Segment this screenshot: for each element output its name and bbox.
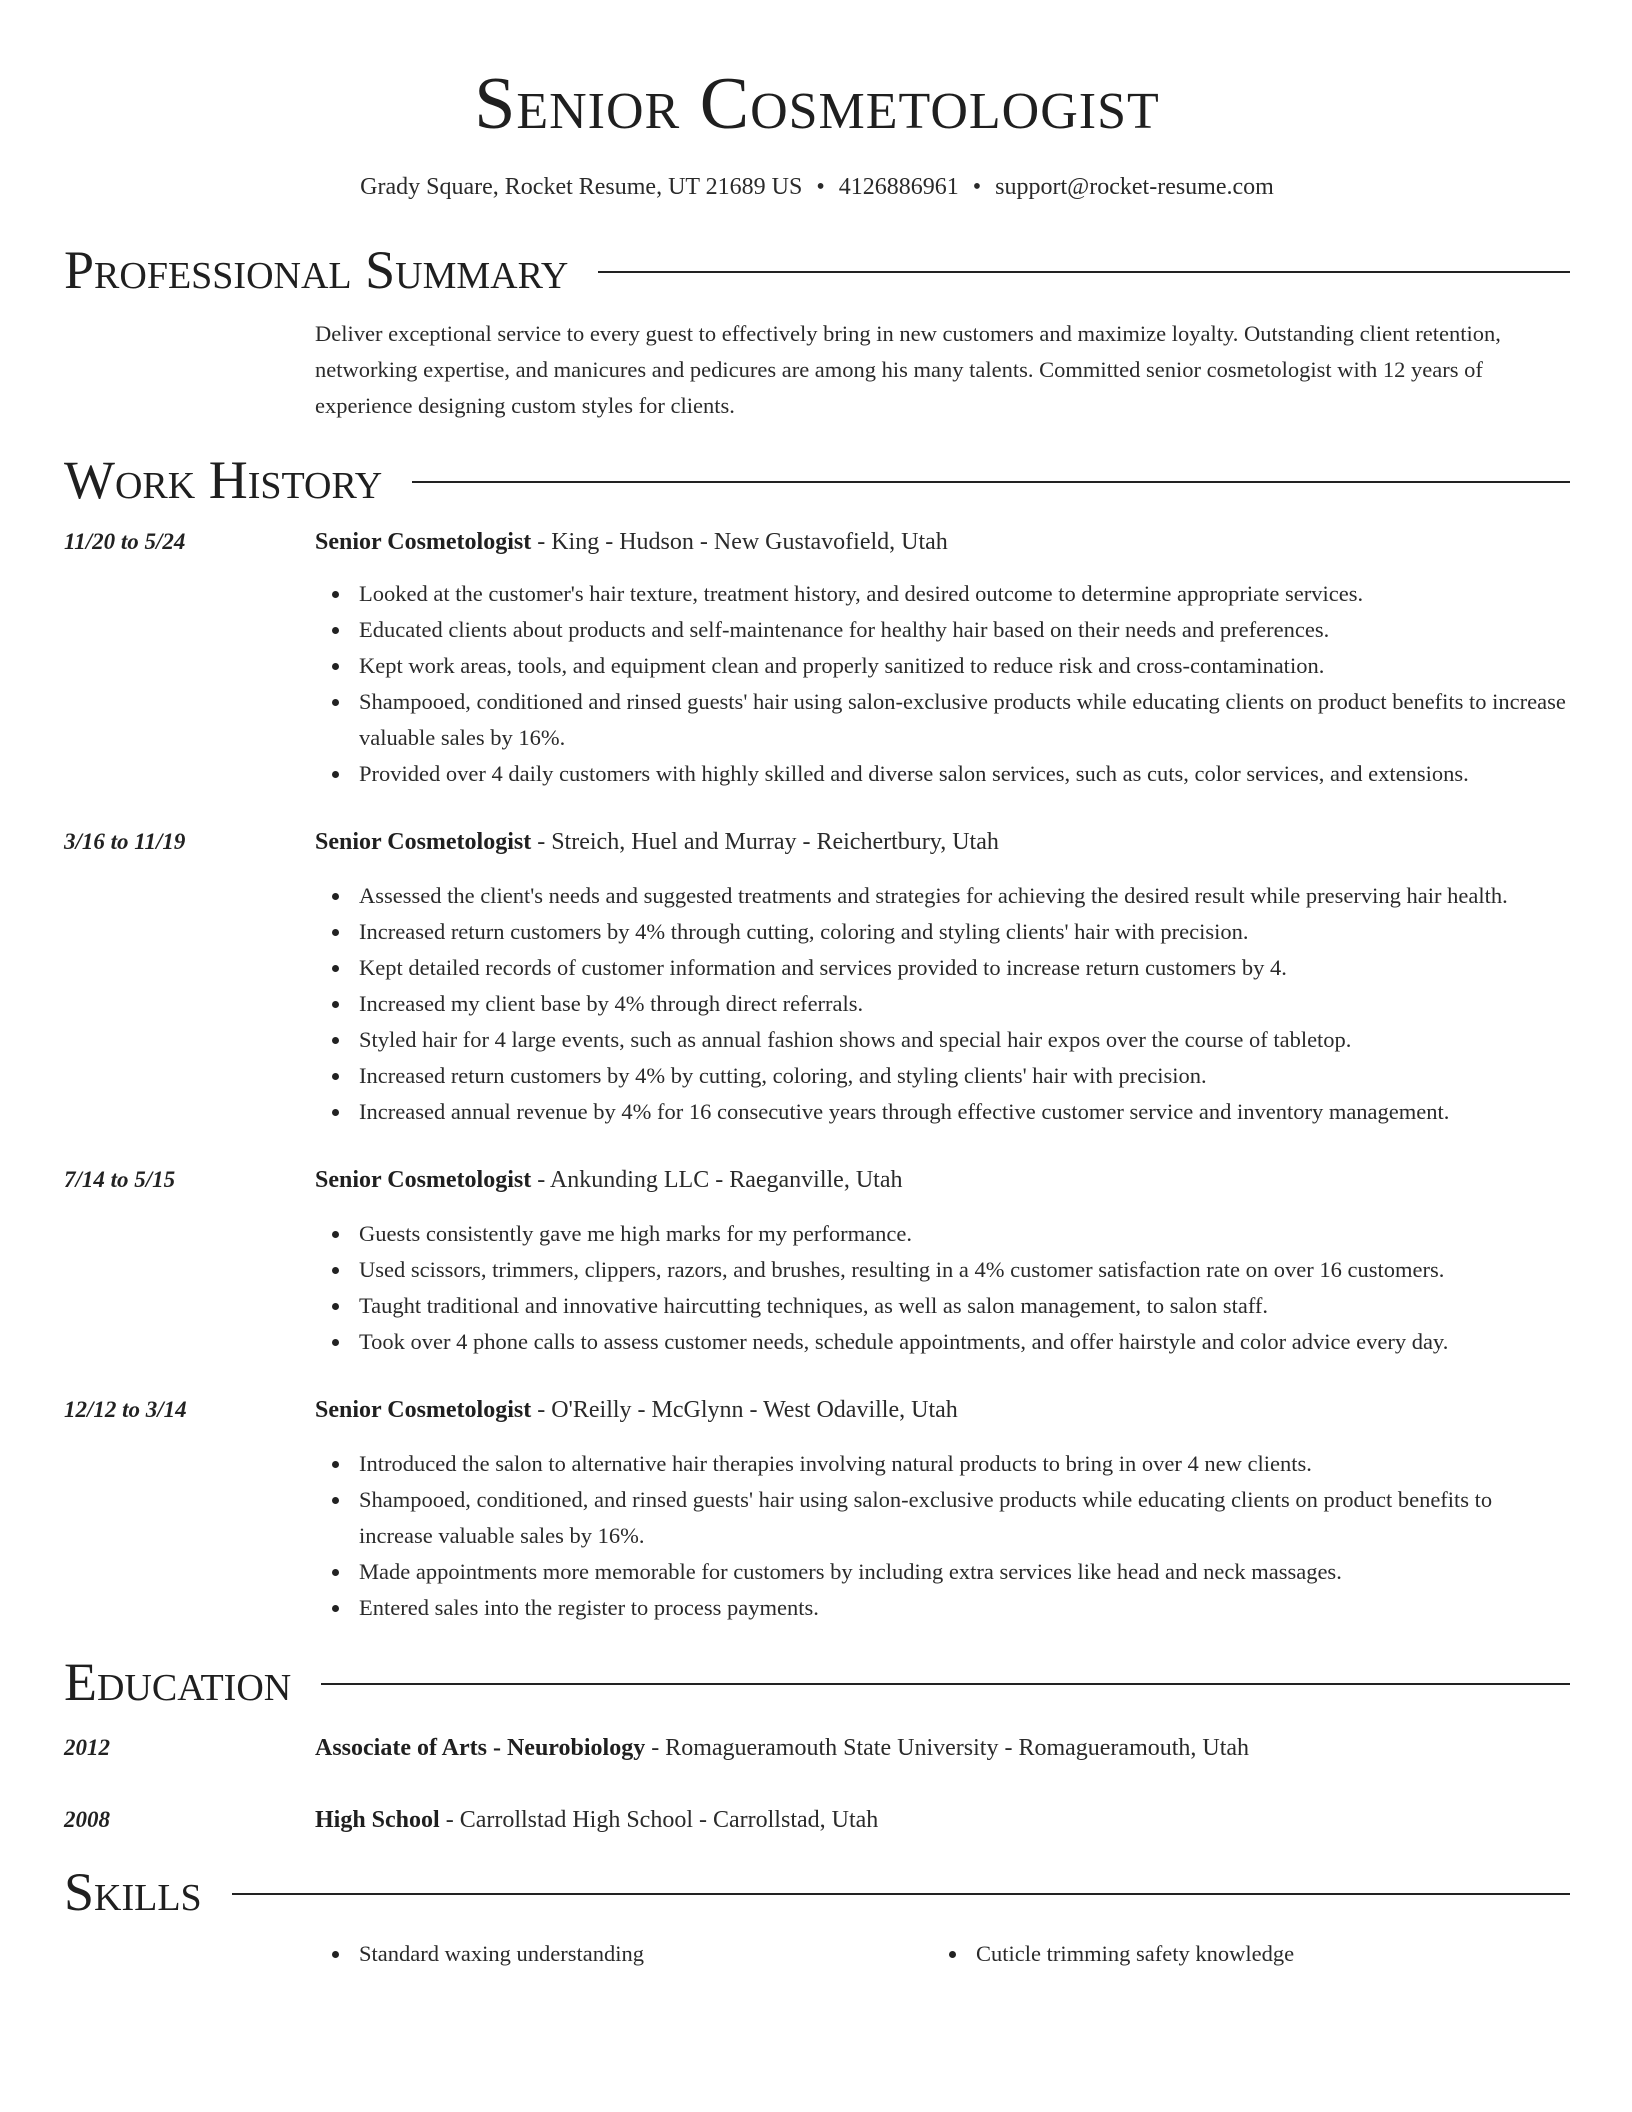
job-header <box>64 1162 1570 1198</box>
resume-title: Senior Cosmetologist <box>474 63 1160 145</box>
education-entry <box>64 1802 1570 1838</box>
job-employer: - King - Hudson - New Gustavofield, Utah <box>531 529 948 555</box>
skills-section-header <box>64 1862 1570 1922</box>
job-title: Senior Cosmetologist <box>315 829 532 855</box>
summary-text: Deliver exceptional service to every guest to effectively bring in new customers and maximize loyalty. Outstanding client retention, networking expertise, and manicures and pedicures are among his many talents. Committed senior cosmetologist with 12 years of experience designing custom styles for clients. <box>315 321 1501 418</box>
contact-separator: • <box>972 174 982 200</box>
contact-address: Grady Square, Rocket Resume, UT 21689 US <box>360 174 803 200</box>
job-dates: 12/12 to 3/14 <box>64 1397 187 1422</box>
summary-heading: Professional Summary <box>64 240 569 300</box>
list-item: Kept detailed records of customer information and services provided to increase return customers by 4. <box>315 950 1570 986</box>
job-title-line <box>315 824 999 860</box>
education-school: - Romagueramouth State University - Romagueramouth, Utah <box>645 1735 1250 1761</box>
list-item: Guests consistently gave me high marks for my performance. <box>315 1216 1570 1252</box>
section-divider <box>232 1893 1570 1895</box>
list-item: Introduced the salon to alternative hair therapies involving natural products to bring in over 4 new clients. <box>315 1446 1570 1482</box>
list-item: Increased return customers by 4% by cutting, coloring, and styling clients' hair with precision. <box>315 1058 1570 1094</box>
list-item: Taught traditional and innovative haircutting techniques, as well as salon management, to salon staff. <box>315 1288 1570 1324</box>
resume-page <box>64 0 1570 1972</box>
list-item: Entered sales into the register to process payments. <box>315 1590 1570 1626</box>
job-dates: 3/16 to 11/19 <box>64 829 186 854</box>
skill-item: Cuticle trimming safety knowledge <box>932 1936 1549 1972</box>
job-title-line <box>315 1392 958 1428</box>
contact-line <box>64 172 1570 202</box>
section-divider <box>321 1683 1570 1685</box>
list-item: Assessed the client's needs and suggested treatments and strategies for achieving the desired result while preserving hair health. <box>315 878 1570 914</box>
education-section-header <box>64 1652 1570 1712</box>
job-title: Senior Cosmetologist <box>315 1397 532 1423</box>
job-entry <box>64 824 1570 1130</box>
job-dates: 7/14 to 5/15 <box>64 1167 176 1192</box>
list-item: Increased my client base by 4% through direct referrals. <box>315 986 1570 1022</box>
work-heading: Work History <box>64 450 383 510</box>
education-heading: Education <box>64 1652 292 1712</box>
contact-phone: 4126886961 <box>838 174 959 200</box>
job-employer: - Streich, Huel and Murray - Reichertbury, Utah <box>531 829 999 855</box>
skills-column-left <box>315 1936 932 1972</box>
education-degree: High School <box>315 1807 440 1833</box>
skills-heading: Skills <box>64 1862 202 1922</box>
education-year: 2008 <box>64 1807 110 1832</box>
job-entry <box>64 524 1570 792</box>
education-line <box>315 1730 1249 1766</box>
work-section-header <box>64 450 1570 510</box>
list-item: Increased return customers by 4% through cutting, coloring and styling clients' hair with precision. <box>315 914 1570 950</box>
job-title: Senior Cosmetologist <box>315 1167 532 1193</box>
contact-separator: • <box>816 174 825 200</box>
list-item: Increased annual revenue by 4% for 16 consecutive years through effective customer service and inventory management. <box>315 1094 1570 1130</box>
education-line <box>315 1802 878 1838</box>
job-bullets <box>315 1446 1570 1626</box>
education-degree: Associate of Arts - Neurobiology <box>315 1735 646 1761</box>
job-employer: - O'Reilly - McGlynn - West Odaville, Utah <box>531 1397 958 1423</box>
list-item: Shampooed, conditioned and rinsed guests' hair using salon-exclusive products while educating clients on product benefits to increase valuable sales by 16%. <box>315 684 1570 756</box>
section-divider <box>598 271 1570 273</box>
education-year: 2012 <box>64 1735 110 1760</box>
job-header <box>64 824 1570 860</box>
job-bullets <box>315 576 1570 792</box>
education-school: - Carrollstad High School - Carrollstad, Utah <box>439 1807 879 1833</box>
job-header <box>64 524 1570 560</box>
job-header <box>64 1392 1570 1428</box>
list-item: Educated clients about products and self-maintenance for healthy hair based on their needs and preferences. <box>315 612 1570 648</box>
list-item: Styled hair for 4 large events, such as annual fashion shows and special hair expos over the course of tabletop. <box>315 1022 1570 1058</box>
list-item: Kept work areas, tools, and equipment clean and properly sanitized to reduce risk and cross-contamination. <box>315 648 1570 684</box>
list-item: Provided over 4 daily customers with highly skilled and diverse salon services, such as cuts, color services, and extensions. <box>315 756 1570 792</box>
section-divider <box>412 481 1570 483</box>
contact-email: support@rocket-resume.com <box>995 174 1274 200</box>
education-entry <box>64 1730 1570 1766</box>
list-item: Made appointments more memorable for customers by including extra services like head and neck massages. <box>315 1554 1570 1590</box>
job-bullets <box>315 878 1570 1130</box>
list-item: Took over 4 phone calls to assess customer needs, schedule appointments, and offer hairstyle and color advice every day. <box>315 1324 1570 1360</box>
job-dates: 11/20 to 5/24 <box>64 529 186 554</box>
skill-item: Standard waxing understanding <box>315 1936 932 1972</box>
summary-section-header <box>64 240 1570 300</box>
skills-list <box>315 1936 1570 1972</box>
job-entry <box>64 1392 1570 1626</box>
job-entry <box>64 1162 1570 1360</box>
list-item: Looked at the customer's hair texture, treatment history, and desired outcome to determine appropriate services. <box>315 576 1570 612</box>
job-title-line <box>315 524 948 560</box>
job-bullets <box>315 1216 1570 1360</box>
job-title-line <box>315 1162 902 1198</box>
skills-column-right <box>932 1936 1549 1972</box>
list-item: Used scissors, trimmers, clippers, razors, and brushes, resulting in a 4% customer satisfaction rate on over 16 customers. <box>315 1252 1570 1288</box>
job-title: Senior Cosmetologist <box>315 529 532 555</box>
list-item: Shampooed, conditioned, and rinsed guests' hair using salon-exclusive products while educating clients on product benefits to increase valuable sales by 16%. <box>315 1482 1570 1554</box>
job-employer: - Ankunding LLC - Raeganville, Utah <box>531 1167 903 1193</box>
